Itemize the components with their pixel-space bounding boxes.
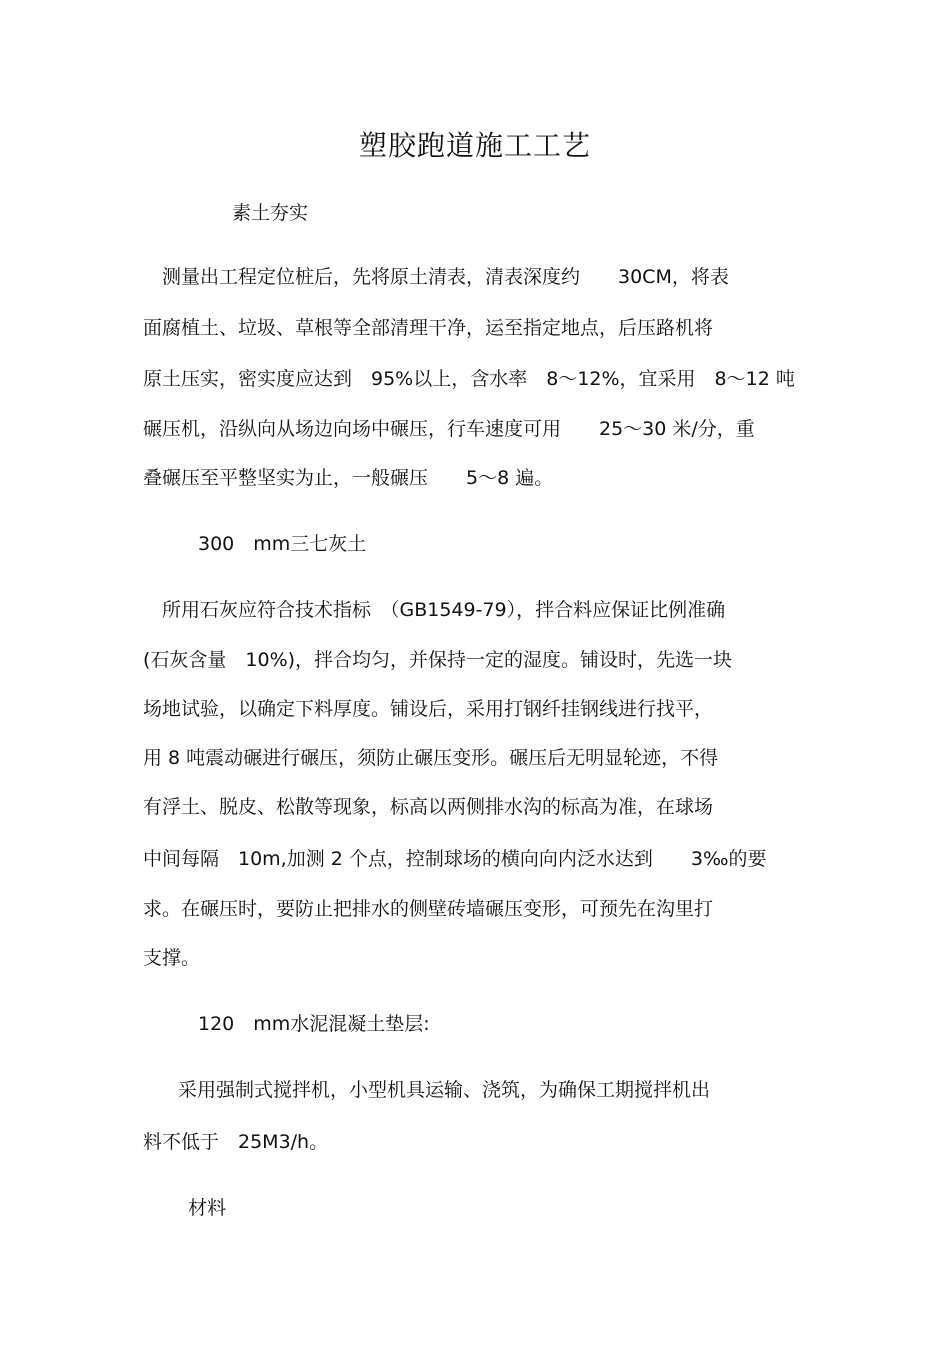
paragraph-line: 支撑。 [143,947,201,969]
paragraph-line: (石灰含量 10%)，拌合均匀，并保持一定的湿度。铺设时，先选一块 [143,649,733,671]
paragraph-line: 碾压机，沿纵向从场边向场中碾压，行车速度可用 25～30 米/分，重 [143,418,755,440]
paragraph-line: 采用强制式搅拌机，小型机具运输、浇筑，为确保工期搅拌机出 [178,1079,711,1101]
paragraph-line: 求。在碾压时，要防止把排水的侧壁砖墙碾压变形，可预先在沟里打 [143,898,714,920]
paragraph-line: 用 8 吨震动碾进行碾压，须防止碾压变形。碾压后无明显轮迹，不得 [143,747,719,769]
section-heading: 120 mm水泥混凝土垫层: [198,1013,430,1035]
section-heading: 素土夯实 [232,202,309,224]
paragraph-line: 场地试验，以确定下料厚度。铺设后，采用打钢纤挂钢线进行找平， [143,698,714,720]
paragraph-line: 所用石灰应符合技术指标 （GB1549-79），拌合料应保证比例准确 [143,599,726,621]
paragraph-line: 测量出工程定位桩后，先将原土清表，清表深度约 30CM，将表 [143,266,729,288]
section-heading: 300 mm三七灰土 [198,533,367,555]
paragraph-line: 有浮土、脱皮、松散等现象，标高以两侧排水沟的标高为准，在球场 [143,796,714,818]
paragraph-line: 原土压实，密实度应达到 95%以上，含水率 8～12%，宜采用 8～12 吨 [143,368,795,390]
paragraph-line: 叠碾压至平整坚实为止，一般碾压 5～8 遍。 [143,467,554,489]
section-heading: 材料 [188,1197,227,1219]
document-title: 塑胶跑道施工工艺 [358,129,591,162]
paragraph-line: 中间每隔 10m,加测 2 个点，控制球场的横向向内泛水达到 3‰的要 [143,848,767,870]
paragraph-line: 料不低于 25M3/h。 [143,1131,329,1153]
paragraph-line: 面腐植土、垃圾、草根等全部清理干净，运至指定地点，后压路机将 [143,317,714,339]
